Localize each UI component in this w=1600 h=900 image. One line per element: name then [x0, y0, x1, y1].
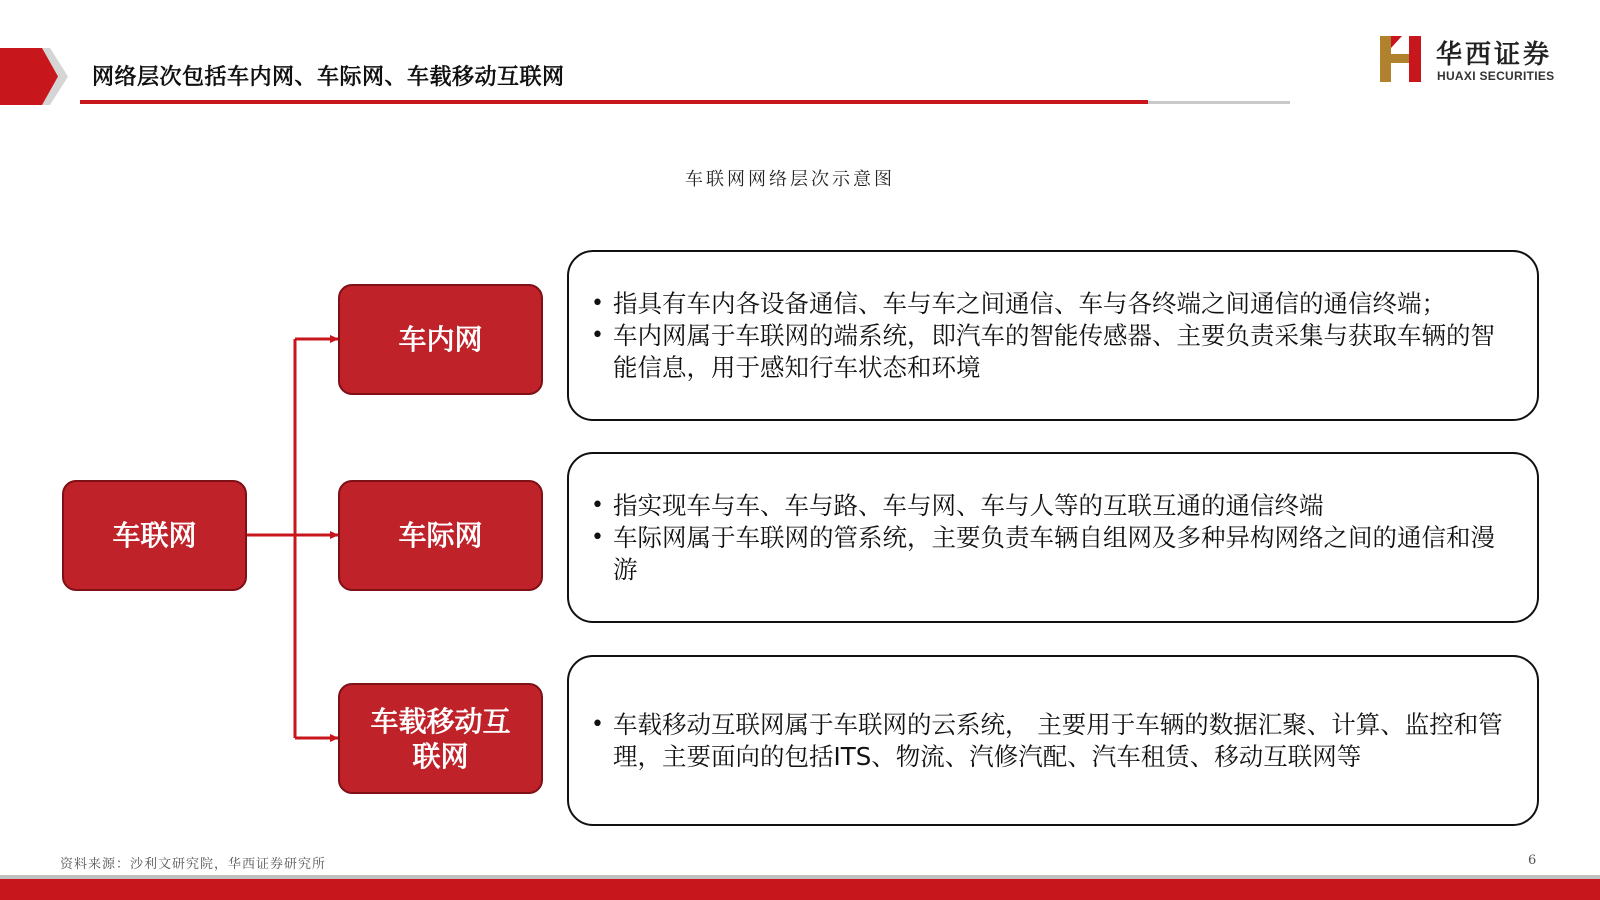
description-box-inter-vehicle-network [567, 452, 1539, 623]
bullet-item: • 指具有车内各设备通信、车与车之间通信、车与各终端之间通信的通信终端； [585, 288, 1519, 320]
logo-en-text: HUAXI SECURITIES [1437, 69, 1555, 83]
bullet-item: • 指实现车与车、车与路、车与网、车与人等的互联互通的通信终端 [585, 490, 1519, 522]
source-note: 资料来源：沙利文研究院，华西证券研究所 [60, 857, 327, 872]
branch-node-in-vehicle-network [338, 284, 543, 395]
branch-node-inter-vehicle-network [338, 480, 543, 591]
figure-title: 车联网网络层次示意图 [685, 169, 895, 190]
root-node-label: 车联网 [112, 519, 197, 552]
bullet-item: • 车际网属于车联网的管系统，主要负责车辆自组网及多种异构网络之间的通信和漫游 [585, 522, 1519, 586]
root-node [62, 480, 247, 591]
page-number: 6 [1528, 853, 1537, 868]
page-title: 网络层次包括车内网、车际网、车载移动互联网 [92, 65, 565, 90]
description-box-in-vehicle-network [567, 250, 1539, 421]
branch-node-mobile-internet [338, 683, 543, 794]
footer-bar-red [0, 879, 1600, 900]
description-box-mobile-internet [567, 655, 1539, 826]
branch-node-label-line1: 车载移动互 [370, 704, 511, 738]
bullet-item: • 车内网属于车联网的端系统，即汽车的智能传感器、主要负责采集与获取车辆的智能信息，用于感知行车状态和环境 [585, 320, 1519, 384]
bullet-item: • 车载移动互联网属于车联网的云系统， 主要用于车辆的数据汇聚、计算、监控和管理，主要面向的包括ITS、物流、汽修汽配、汽车租赁、移动互联网等 [585, 709, 1519, 773]
branch-node-label: 车际网 [398, 519, 483, 552]
logo-cn-text: 华西证券 [1436, 40, 1553, 70]
branch-node-label-line2: 联网 [412, 739, 469, 773]
branch-node-label: 车内网 [398, 323, 483, 356]
